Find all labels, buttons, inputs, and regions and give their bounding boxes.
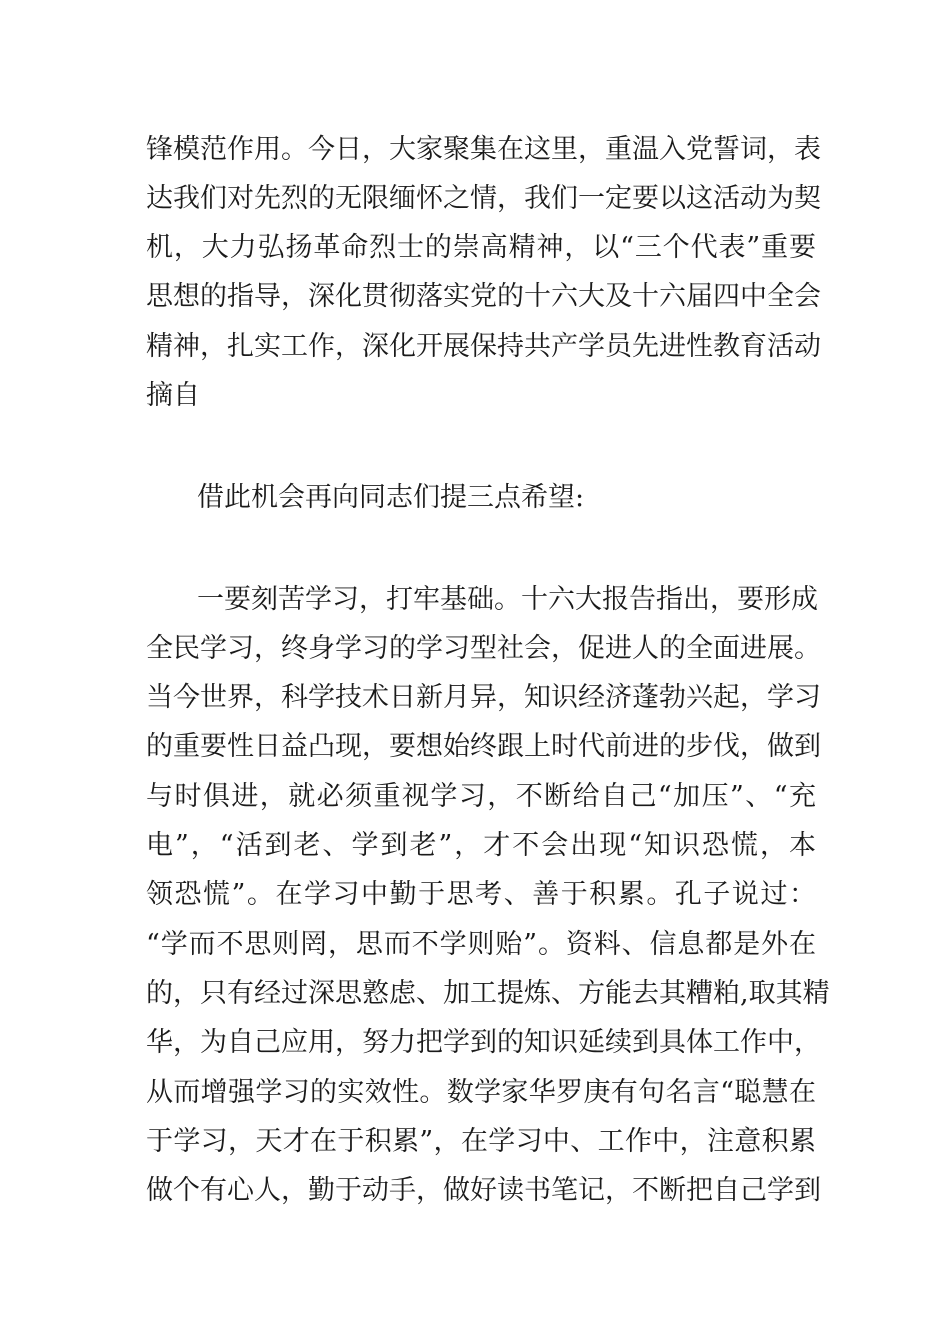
text-line: 从而增强学习的实效性。数学家华罗庚有句名言“聪慧在 [146, 1077, 816, 1108]
text-line: 做个有心人，勤于动手，做好读书笔记，不断把自己学到 [146, 1175, 821, 1206]
text-line: 领恐慌”。在学习中勤于思考、善于积累。孔子说过： [146, 879, 816, 910]
text-line: “学而不思则罔，思而不学则贻”。资料、信息都是外在 [146, 929, 816, 960]
text-line: 当今世界，科学技术日新月异，知识经济蓬勃兴起，学习 [146, 682, 821, 713]
text-line: 的，只有经过深思憝虑、加工提炼、方能去其糟粕,取其精 [146, 978, 830, 1009]
text-line: 华，为自己应用，努力把学到的知识延续到具体工作中， [146, 1027, 821, 1058]
text-line: 精神，扎实工作，深化开展保持共产学员先进性教育活动 [146, 331, 821, 362]
text-line: 借此机会再向同志们提三点希望: [197, 482, 585, 513]
text-line: 的重要性日益凸现，要想始终跟上时代前进的步伐，做到 [146, 731, 821, 762]
text-line: 摘自 [146, 380, 200, 411]
text-line: 达我们对先烈的无限缅怀之情，我们一定要以这活动为契 [146, 183, 821, 214]
text-line: 与时俱进，就必须重视学习，不断给自己“加压”、“充 [146, 781, 816, 812]
text-line: 锋模范作用。今日，大家聚集在这里，重温入党誓词，表 [146, 134, 821, 165]
text-line: 一要刻苦学习，打牢基础。十六大报告指出，要形成 [197, 584, 818, 615]
text-line: 全民学习，终身学习的学习型社会，促进人的全面进展。 [146, 633, 821, 664]
text-line: 机，大力弘扬革命烈士的崇高精神，以“三个代表”重要 [146, 232, 816, 263]
text-line: 思想的指导，深化贯彻落实党的十六大及十六届四中全会 [146, 281, 821, 312]
text-line: 电”，“活到老、学到老”，才不会出现“知识恐慌，本 [146, 830, 816, 861]
text-line: 于学习，天才在于积累”，在学习中、工作中，注意积累 [146, 1126, 816, 1157]
